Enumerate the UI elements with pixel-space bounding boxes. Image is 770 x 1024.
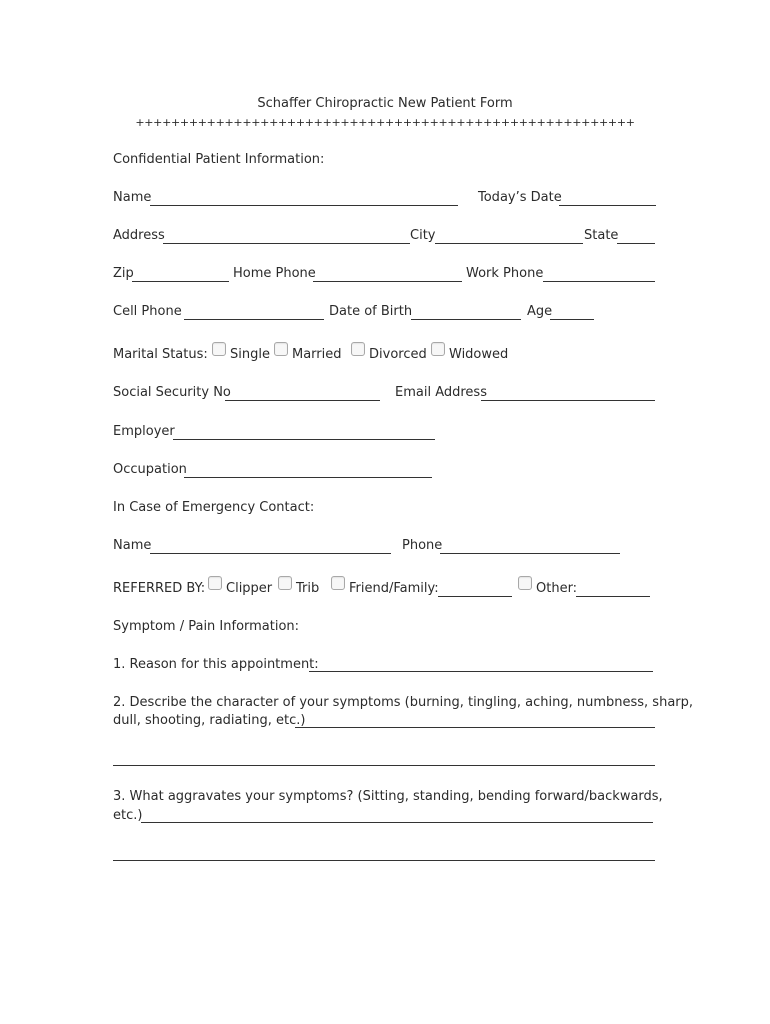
married-option-label: Married [292, 347, 342, 362]
emergency-phone-field[interactable] [440, 553, 620, 554]
form-title: Schaffer Chiropractic New Patient Form [257, 96, 513, 111]
emergency-phone-label: Phone [402, 538, 443, 553]
clipper-checkbox[interactable] [208, 576, 222, 590]
question-2-field[interactable] [295, 727, 655, 728]
marital-status-label: Marital Status: [113, 347, 208, 362]
trib-checkbox[interactable] [278, 576, 292, 590]
section-symptom-heading: Symptom / Pain Information: [113, 619, 300, 634]
cell-phone-label: Cell Phone [113, 304, 182, 319]
email-label: Email Address [395, 385, 487, 400]
email-field[interactable] [481, 400, 655, 401]
question-3-extra-line[interactable] [113, 860, 655, 861]
question-1-field[interactable] [309, 671, 653, 672]
address-label: Address [113, 228, 165, 243]
question-2-extra-line[interactable] [113, 765, 655, 766]
home-phone-label: Home Phone [233, 266, 316, 281]
employer-field[interactable] [173, 439, 435, 440]
state-label: State [584, 228, 619, 243]
referred-by-label: REFERRED BY: [113, 581, 206, 596]
friend-family-field[interactable] [438, 596, 512, 597]
other-field[interactable] [576, 596, 650, 597]
friend-family-checkbox[interactable] [331, 576, 345, 590]
question-1-label: 1. Reason for this appointment: [113, 657, 319, 672]
married-checkbox[interactable] [274, 342, 288, 356]
trib-option-label: Trib [296, 581, 320, 596]
section-patient-heading: Confidential Patient Information: [113, 152, 325, 167]
ssn-label: Social Security No [113, 385, 231, 400]
zip-field[interactable] [132, 281, 229, 282]
question-2-line1: 2. Describe the character of your symptoms (burning, tingling, aching, numbness, sharp, [113, 695, 694, 710]
question-3-line2: etc.) [113, 808, 143, 823]
work-phone-label: Work Phone [466, 266, 544, 281]
other-option-label: Other: [536, 581, 578, 596]
home-phone-field[interactable] [313, 281, 462, 282]
widowed-checkbox[interactable] [431, 342, 445, 356]
work-phone-field[interactable] [543, 281, 655, 282]
name-label: Name [113, 190, 152, 205]
dob-label: Date of Birth [329, 304, 413, 319]
clipper-option-label: Clipper [226, 581, 273, 596]
cell-phone-field[interactable] [184, 319, 324, 320]
zip-label: Zip [113, 266, 134, 281]
question-3-line1: 3. What aggravates your symptoms? (Sitting, standing, bending forward/backwards, [113, 789, 663, 804]
age-field[interactable] [550, 319, 594, 320]
city-field[interactable] [435, 243, 583, 244]
address-field[interactable] [163, 243, 410, 244]
divorced-option-label: Divorced [369, 347, 427, 362]
question-2-line2: dull, shooting, radiating, etc.) [113, 713, 306, 728]
friend-family-option-label: Friend/Family: [349, 581, 439, 596]
city-label: City [410, 228, 436, 243]
employer-label: Employer [113, 424, 175, 439]
other-checkbox[interactable] [518, 576, 532, 590]
state-field[interactable] [617, 243, 655, 244]
divorced-checkbox[interactable] [351, 342, 365, 356]
dob-field[interactable] [411, 319, 521, 320]
name-field[interactable] [150, 205, 458, 206]
question-3-field[interactable] [141, 822, 653, 823]
single-option-label: Single [230, 347, 270, 362]
occupation-label: Occupation [113, 462, 187, 477]
todays-date-label: Today’s Date [478, 190, 562, 205]
emergency-name-label: Name [113, 538, 152, 553]
todays-date-field[interactable] [559, 205, 656, 206]
header-divider: ++++++++++++++++++++++++++++++++++++++++++++++++++++++++ [135, 116, 635, 129]
occupation-field[interactable] [184, 477, 432, 478]
emergency-name-field[interactable] [150, 553, 391, 554]
single-checkbox[interactable] [212, 342, 226, 356]
age-label: Age [527, 304, 553, 319]
ssn-field[interactable] [225, 400, 380, 401]
widowed-option-label: Widowed [449, 347, 509, 362]
section-emergency-heading: In Case of Emergency Contact: [113, 500, 315, 515]
